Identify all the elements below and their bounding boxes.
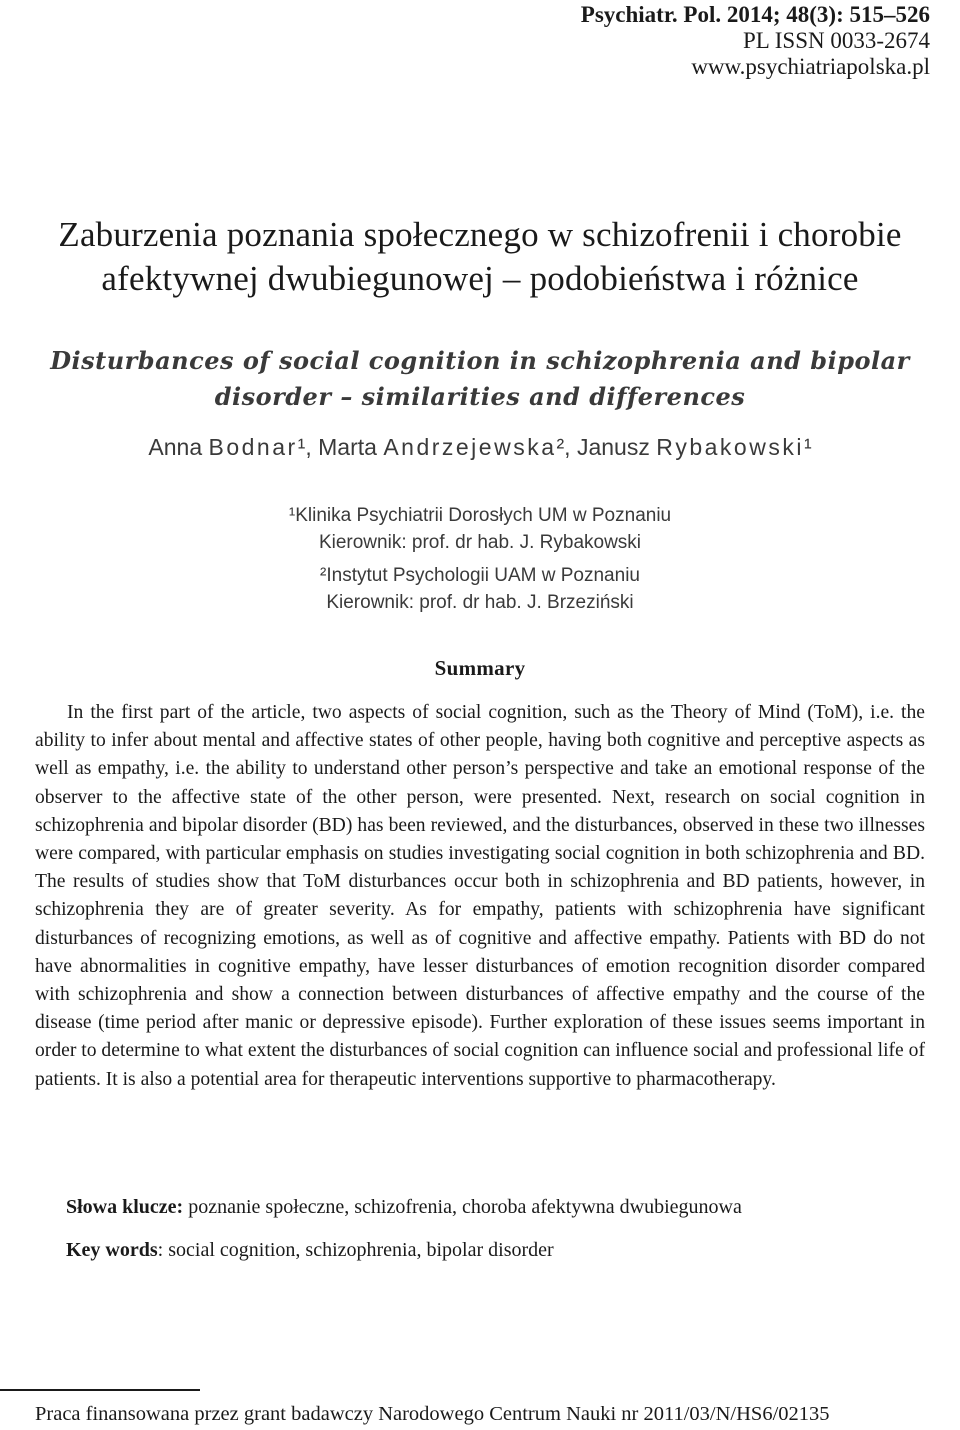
keywords-polish xyxy=(66,1194,742,1220)
author-2-last-name: Andrzejewska xyxy=(383,434,557,460)
author-2-first-name: Marta xyxy=(318,434,377,460)
affiliation-1 xyxy=(0,502,960,556)
affiliation-1-head: Kierownik: prof. dr hab. J. Rybakowski xyxy=(318,532,642,553)
affiliation-2-head: Kierownik: prof. dr hab. J. Brzeziński xyxy=(326,592,634,613)
summary-paragraph: In the first part of the article, two aspects of social cognition, such as the Theory of Mind (ToM), i.e. the ability to infer about mental and affective states of other people, having both cognitive and perceptive aspects as well as empathy, i.e. the ability to understand other person’s perspective and take an emotional response of the observer to the affective state of the other person, were presented. Next, research on social cognition in schizophrenia and bipolar disorder (BD) has been reviewed, and the disturbances, observed in these two illnesses were compared, with particular emphasis on studies investigating social cognition in both schizophrenia and BD. The results of studies show that ToM disturbances occur both in schizophrenia and BD patients, however, in schizophrenia they are of greater severity. As for empathy, patients with schizophrenia have significant disturbances of recognizing emotions, as well as of cognitive and affective empathy. Patients with BD do not have abnormalities in cognitive empathy, have lesser disturbances of emotion recognition disorder compared with schizophrenia and show a connection between disturbances of affective empathy and the course of the disease (time period after manic or depressive episode). Further exploration of these issues seems important in order to determine to what extent the disturbances of social cognition can influence social and professional life of patients. It is also a potential area for therapeutic interventions supportive to pharmacotherapy. xyxy=(35,702,925,1090)
keywords-english xyxy=(66,1237,554,1263)
title-en-line-1: Disturbances of social cognition in schizophrenia and bipolar xyxy=(50,346,910,375)
author-3-last-name: Rybakowski xyxy=(656,434,804,460)
summary-heading: Summary xyxy=(434,656,526,680)
author-3-affiliation-mark: ¹ xyxy=(803,434,812,460)
author-1-last-name: Bodnar xyxy=(208,434,298,460)
keywords-english-label: Key words xyxy=(66,1239,158,1261)
article-title-english xyxy=(0,343,960,415)
journal-header xyxy=(581,2,930,80)
journal-website: www.psychiatriapolska.pl xyxy=(691,54,930,79)
article-title-polish xyxy=(0,213,960,301)
journal-citation: Psychiatr. Pol. 2014; 48(3): 515–526 xyxy=(580,2,930,27)
author-2-affiliation-mark: ² xyxy=(556,434,565,460)
title-en-line-2: disorder – similarities and differences xyxy=(214,382,746,411)
funding-footnote: Praca finansowana przez grant badawczy Narodowego Centrum Nauki nr 2011/03/N/HS6/02135 xyxy=(35,1403,830,1425)
footnote-divider xyxy=(0,1389,200,1391)
affiliation-1-name: ¹Klinika Psychiatrii Dorosłych UM w Poznaniu xyxy=(288,505,672,526)
keywords-english-value: : social cognition, schizophrenia, bipolar disorder xyxy=(157,1239,554,1261)
affiliation-2-name: ²Instytut Psychologii UAM w Poznaniu xyxy=(320,565,640,586)
affiliation-2 xyxy=(0,562,960,616)
keywords-polish-value: poznanie społeczne, schizofrenia, choroba afektywna dwubiegunowa xyxy=(188,1196,742,1218)
keywords-polish-label: Słowa klucze: xyxy=(66,1196,184,1218)
journal-issn: PL ISSN 0033-2674 xyxy=(743,28,930,53)
title-pl-line-1: Zaburzenia poznania społecznego w schizofrenii i chorobie xyxy=(58,215,902,254)
author-3-first-name: Janusz xyxy=(576,434,650,460)
author-1-first-name: Anna xyxy=(148,434,203,460)
author-list: Anna Bodnar¹, Marta Andrzejewska², Janusz Rybakowski¹ xyxy=(148,434,812,460)
author-1-affiliation-mark: ¹ xyxy=(297,434,306,460)
title-pl-line-2: afektywnej dwubiegunowej – podobieństwa i różnice xyxy=(101,259,859,298)
